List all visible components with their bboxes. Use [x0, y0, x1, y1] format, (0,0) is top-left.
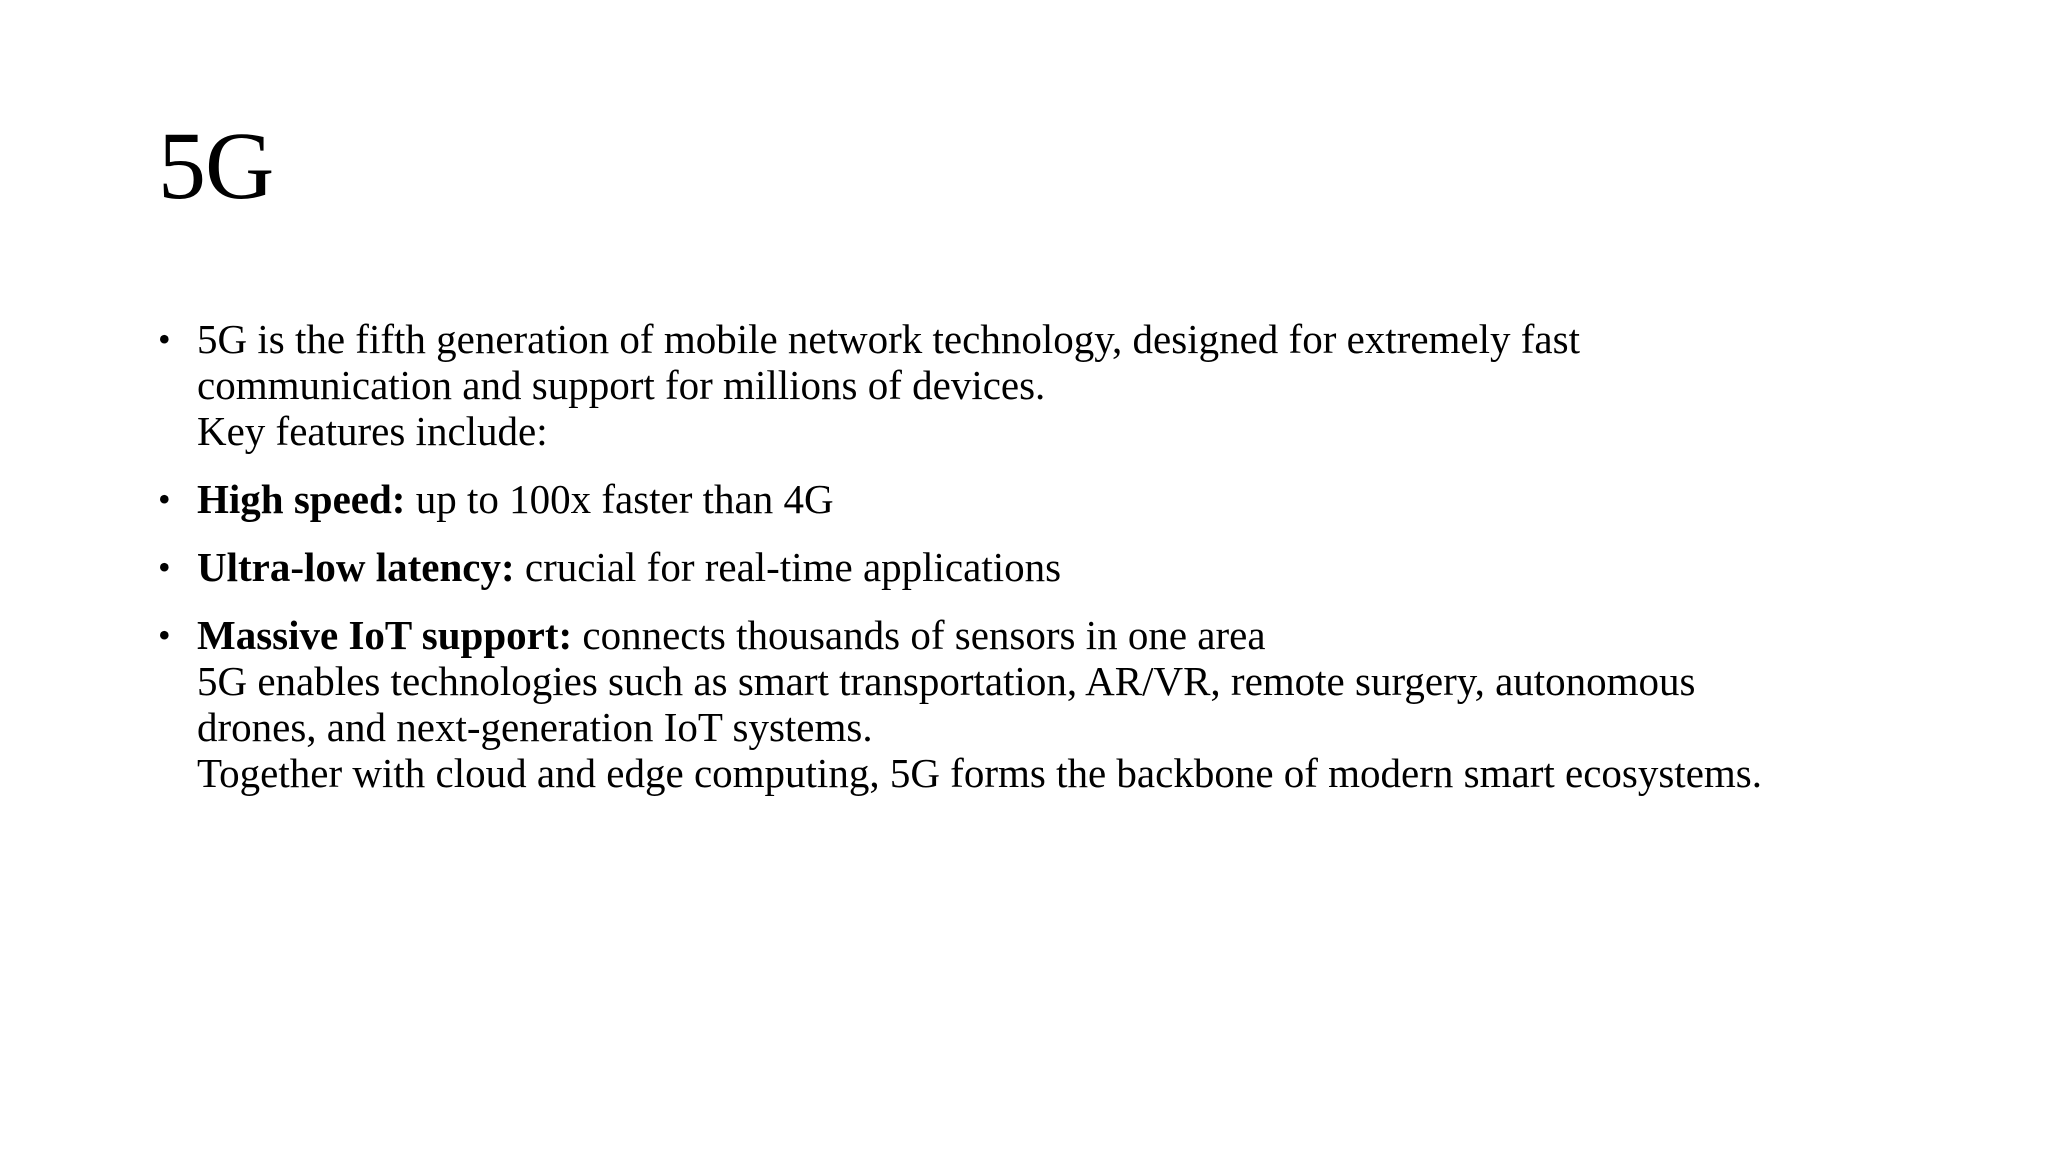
feature-bullet-latency [158, 544, 1978, 590]
feature-text-iot: connects thousands of sensors in one area [572, 612, 1266, 658]
feature-text-high-speed: up to 100x faster than 4G [405, 476, 834, 522]
feature-line-latency [197, 544, 1978, 590]
feature-line-high-speed [197, 476, 1978, 522]
iot-extra-line-3: Together with cloud and edge computing, 5G forms the backbone of modern smart ecosystems. [197, 750, 1762, 796]
feature-label-iot: Massive IoT support: [197, 612, 573, 658]
feature-label-latency: Ultra-low latency: [197, 544, 515, 590]
intro-line-1: 5G is the fifth generation of mobile network technology, designed for extremely fast [197, 316, 1580, 362]
bullet-list [158, 316, 1978, 818]
feature-text-latency: crucial for real-time applications [514, 544, 1062, 590]
iot-extra-line-1: 5G enables technologies such as smart transportation, AR/VR, remote surgery, autonomous [197, 658, 1696, 704]
feature-bullet-iot [158, 612, 1978, 796]
slide-title: 5G [158, 112, 274, 219]
feature-bullet-high-speed [158, 476, 1978, 522]
bullet-icon: • [158, 319, 171, 359]
feature-line-iot [197, 612, 1978, 658]
intro-bullet [158, 316, 1978, 454]
bullet-icon: • [158, 547, 171, 587]
iot-extra-line-2: drones, and next-generation IoT systems. [197, 704, 873, 750]
feature-label-high-speed: High speed: [197, 476, 406, 522]
intro-line-3: Key features include: [197, 408, 548, 454]
intro-line-2: communication and support for millions of devices. [197, 362, 1046, 408]
bullet-icon: • [158, 479, 171, 519]
bullet-icon: • [158, 615, 171, 655]
